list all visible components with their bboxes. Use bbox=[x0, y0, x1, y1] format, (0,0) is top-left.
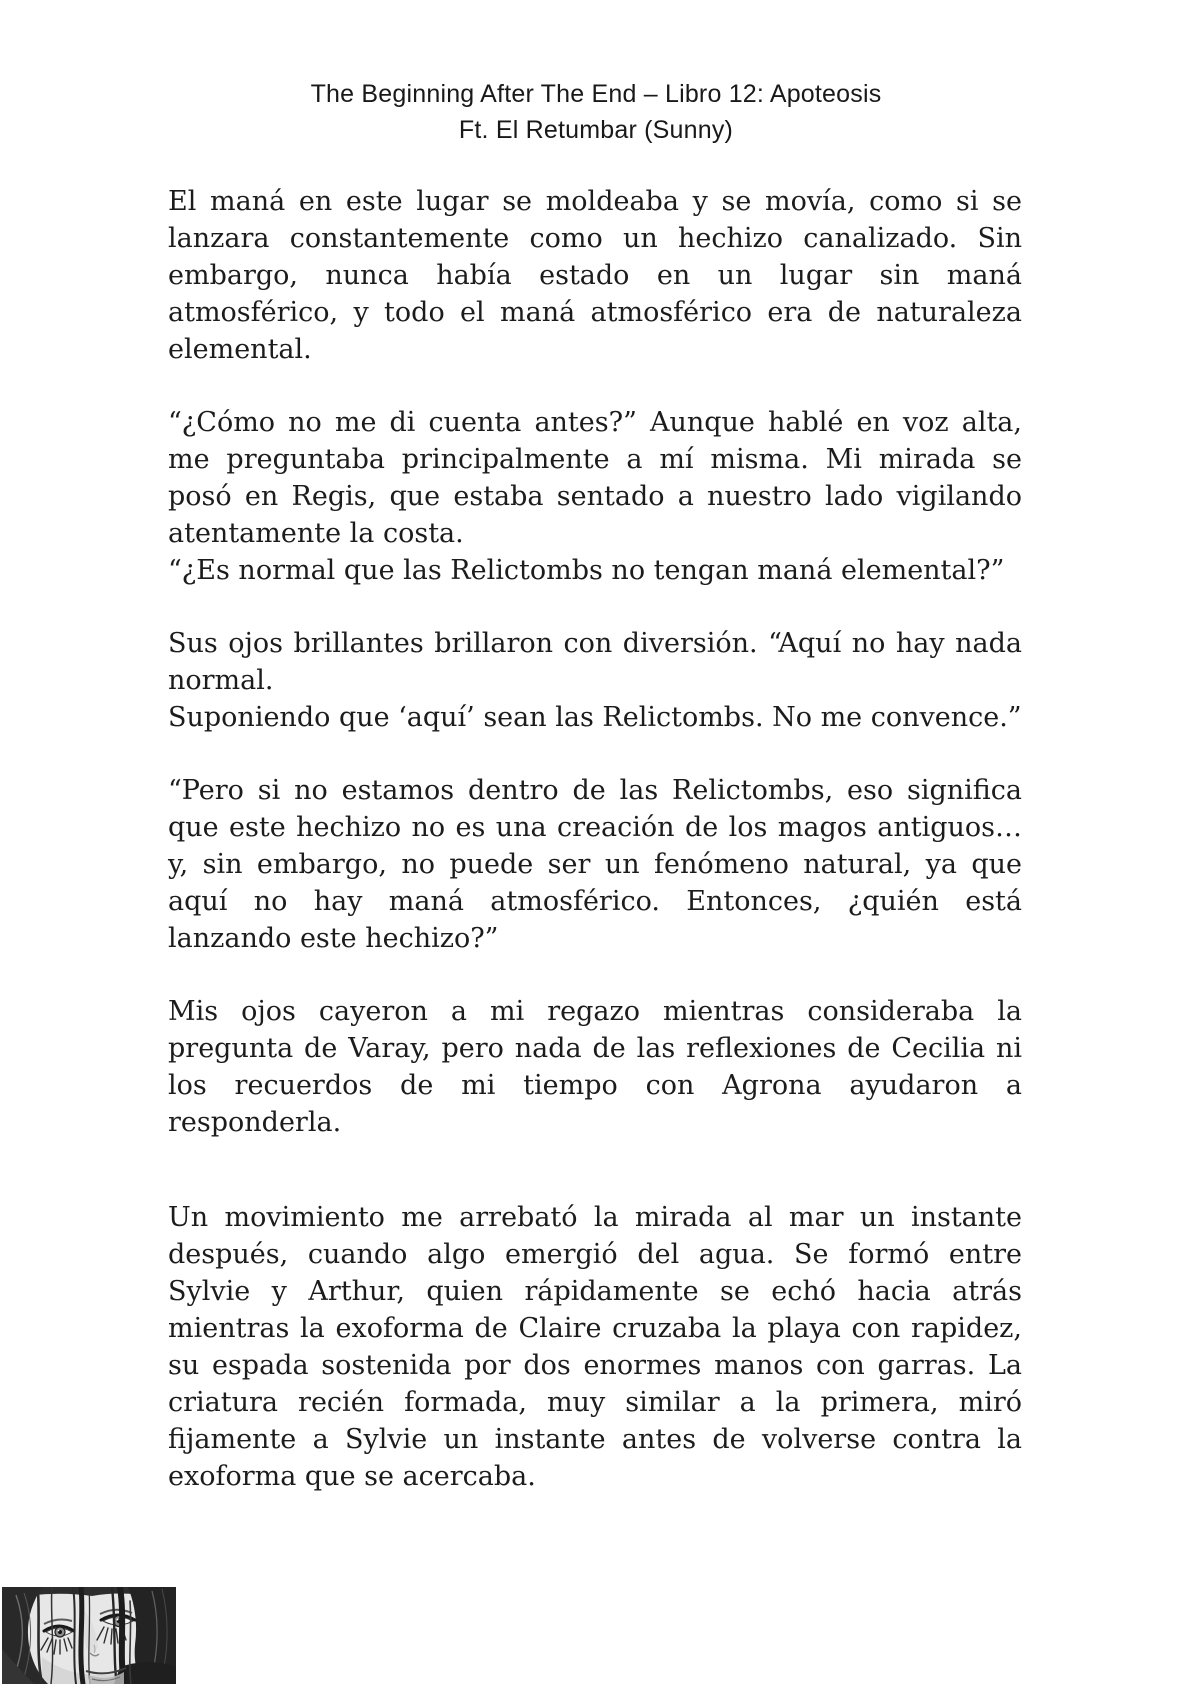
paragraph: “¿Cómo no me di cuenta antes?” Aunque hablé en voz alta, me preguntaba principalmente a mí misma. Mi mirada se posó en Regis, que estaba sentado a nuestro lado vigilando atentamente la costa. “¿Es normal que las Relictombs no tengan maná elemental?” bbox=[168, 407, 1022, 586]
paragraph: El maná en este lugar se moldeaba y se movía, como si se lanzara constantemente como un hechizo canalizado. Sin embargo, nunca había estado en un lugar sin maná atmosférico, y todo el maná atmosférico era de naturaleza elemental. bbox=[168, 186, 1022, 365]
paragraph: Sus ojos brillantes brillaron con diversión. “Aquí no hay nada normal. Suponiendo que ‘aquí’ sean las Relictombs. No me convence.” bbox=[168, 628, 1022, 733]
title-block bbox=[0, 0, 1192, 148]
paragraphs bbox=[168, 183, 1022, 1531]
page-subtitle: Ft. El Retumbar (Sunny) bbox=[458, 116, 734, 144]
manga-face-illustration bbox=[2, 1587, 176, 1684]
paragraph: Mis ojos cayeron a mi regazo mientras consideraba la pregunta de Varay, pero nada de las reflexiones de Cecilia ni los recuerdos de mi tiempo con Agrona ayudaron a responderla. bbox=[168, 996, 1022, 1138]
page-title: The Beginning After The End – Libro 12: Apoteosis bbox=[310, 80, 882, 108]
paragraph: Un movimiento me arrebató la mirada al mar un instante después, cuando algo emergió del agua. Se formó entre Sylvie y Arthur, quien rápidamente se echó hacia atrás mientras la exoforma de Claire cruzaba la playa con rapidez, su espada sostenida por dos enormes manos con garras. La criatura recién formada, muy similar a la primera, miró fijamente a Sylvie un instante antes de volverse contra la exoforma que se acercaba. bbox=[168, 1202, 1022, 1492]
manga-face-illustration-svg bbox=[2, 1587, 176, 1684]
paragraph: “Pero si no estamos dentro de las Relictombs, eso significa que este hechizo no es una creación de los magos antiguos… y, sin embargo, no puede ser un fenómeno natural, ya que aquí no hay maná atmosférico. Entonces, ¿quién está lanzando este hechizo?” bbox=[168, 775, 1022, 954]
